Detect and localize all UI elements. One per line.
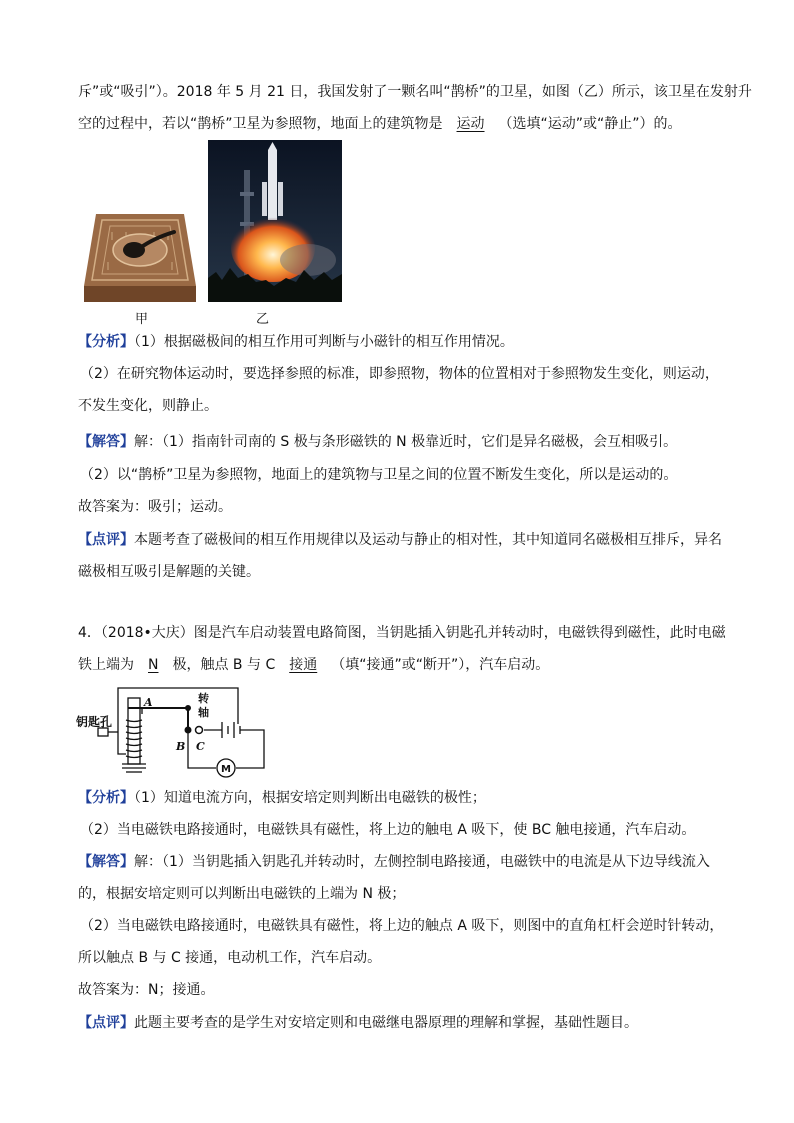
car-starter-circuit-diagram xyxy=(76,684,272,780)
q4-answer-line: 故答案为：N；接通。 xyxy=(78,982,215,998)
q3-text-line-1: 斥”或“吸引”）。2018 年 5 月 21 日，我国发射了一颗名叫“鹊桥”的卫星，如图（乙）所示，该卫星在发射升 xyxy=(78,84,752,100)
q4-answer-blank-1: N xyxy=(148,657,159,673)
q4-solution-line-1 xyxy=(78,852,710,872)
label-pivot-2: 轴 xyxy=(198,706,209,719)
solution-tag: 【解答】 xyxy=(78,854,134,870)
q4-analysis-text-1: （1）知道电流方向，根据安培定则判断出电磁铁的极性； xyxy=(134,790,486,806)
q3-comment-line-2: 磁极相互吸引是解题的关键。 xyxy=(78,564,260,580)
q3-comment-line-1 xyxy=(78,530,722,550)
q4-comment-text: 此题主要考查的是学生对安培定则和电磁继电器原理的理解和掌握，基础性题目。 xyxy=(134,1015,638,1031)
label-motor: M xyxy=(221,764,231,775)
comment-tag: 【点评】 xyxy=(78,1015,134,1031)
q3-analysis-line-2: （2）在研究物体运动时，要选择参照的标准，即参照物，物体的位置相对于参照物发生变化，则运动， xyxy=(80,366,719,382)
q3-solution-text-1: 解：（1）指南针司南的 S 极与条形磁铁的 N 极靠近时，它们是异名磁极，会互相吸引。 xyxy=(134,434,678,450)
rocket-launch-figure xyxy=(208,140,342,302)
q4-solution-line-2: 的，根据安培定则可以判断出电磁铁的上端为 N 极； xyxy=(78,886,406,902)
q4-answer-blank-2: 接通 xyxy=(289,657,318,673)
q3-solution-line-1 xyxy=(78,432,677,452)
solution-tag: 【解答】 xyxy=(78,434,134,450)
q4-solution-line-4: 所以触点 B 与 C 接通，电动机工作，汽车启动。 xyxy=(78,950,382,966)
analysis-tag: 【分析】 xyxy=(78,334,134,350)
q4-solution-line-3: （2）当电磁铁电路接通时，电磁铁具有磁性，将上边的触点 A 吸下，则图中的直角杠杆会逆时针转动， xyxy=(80,918,724,934)
q3-comment-text-1: 本题考查了磁极间的相互作用规律以及运动与静止的相对性，其中知道同名磁极相互排斥，异名 xyxy=(134,532,722,548)
q3-text-line-2 xyxy=(78,114,682,134)
q4-text-line-1: 4．（2018•大庆）图是汽车启动装置电路简图，当钥匙插入钥匙孔并转动时，电磁铁得到磁性，此时电磁 xyxy=(78,625,726,641)
q4-text-post: （填“接通”或“断开”），汽车启动。 xyxy=(331,657,550,673)
q3-answer-blank: 运动 xyxy=(456,116,485,132)
analysis-tag: 【分析】 xyxy=(78,790,134,806)
q4-comment-line xyxy=(78,1013,638,1033)
q3-text-pre: 空的过程中，若以“鹊桥”卫星为参照物，地面上的建筑物是 xyxy=(78,116,443,132)
q4-solution-text-1: 解：（1）当钥匙插入钥匙孔并转动时，左侧控制电路接通，电磁铁中的电流是从下边导线流入 xyxy=(134,854,710,870)
q3-analysis-text-1: （1）根据磁极间的相互作用可判断与小磁针的相互作用情况。 xyxy=(134,334,514,350)
q4-analysis-line-1 xyxy=(78,788,486,808)
q4-analysis-line-2: （2）当电磁铁电路接通时，电磁铁具有磁性，将上边的触电 A 吸下，使 BC 触电接通，汽车启动。 xyxy=(80,822,696,838)
q3-solution-line-2: （2）以“鹊桥”卫星为参照物，地面上的建筑物与卫星之间的位置不断发生变化，所以是运动的。 xyxy=(80,467,678,483)
q4-text-mid: 极，触点 B 与 C xyxy=(172,657,276,673)
q3-analysis-line-1 xyxy=(78,332,514,352)
caption-jia: 甲 xyxy=(135,312,149,327)
comment-tag: 【点评】 xyxy=(78,532,134,548)
q4-text-line-2 xyxy=(78,655,549,675)
q3-analysis-line-3: 不发生变化，则静止。 xyxy=(78,398,218,414)
caption-yi: 乙 xyxy=(256,312,270,327)
label-pivot-1: 转 xyxy=(198,692,209,705)
label-c: C xyxy=(196,740,205,753)
label-a: A xyxy=(144,696,153,709)
label-key-hole: 钥匙孔 xyxy=(76,715,113,729)
q3-text-post: （选填“运动”或“静止”）的。 xyxy=(498,116,682,132)
q3-answer-line: 故答案为：吸引；运动。 xyxy=(78,499,232,515)
label-b: B xyxy=(176,740,186,753)
compass-sinan-figure xyxy=(82,212,198,304)
q4-text-pre: 铁上端为 xyxy=(78,657,134,673)
